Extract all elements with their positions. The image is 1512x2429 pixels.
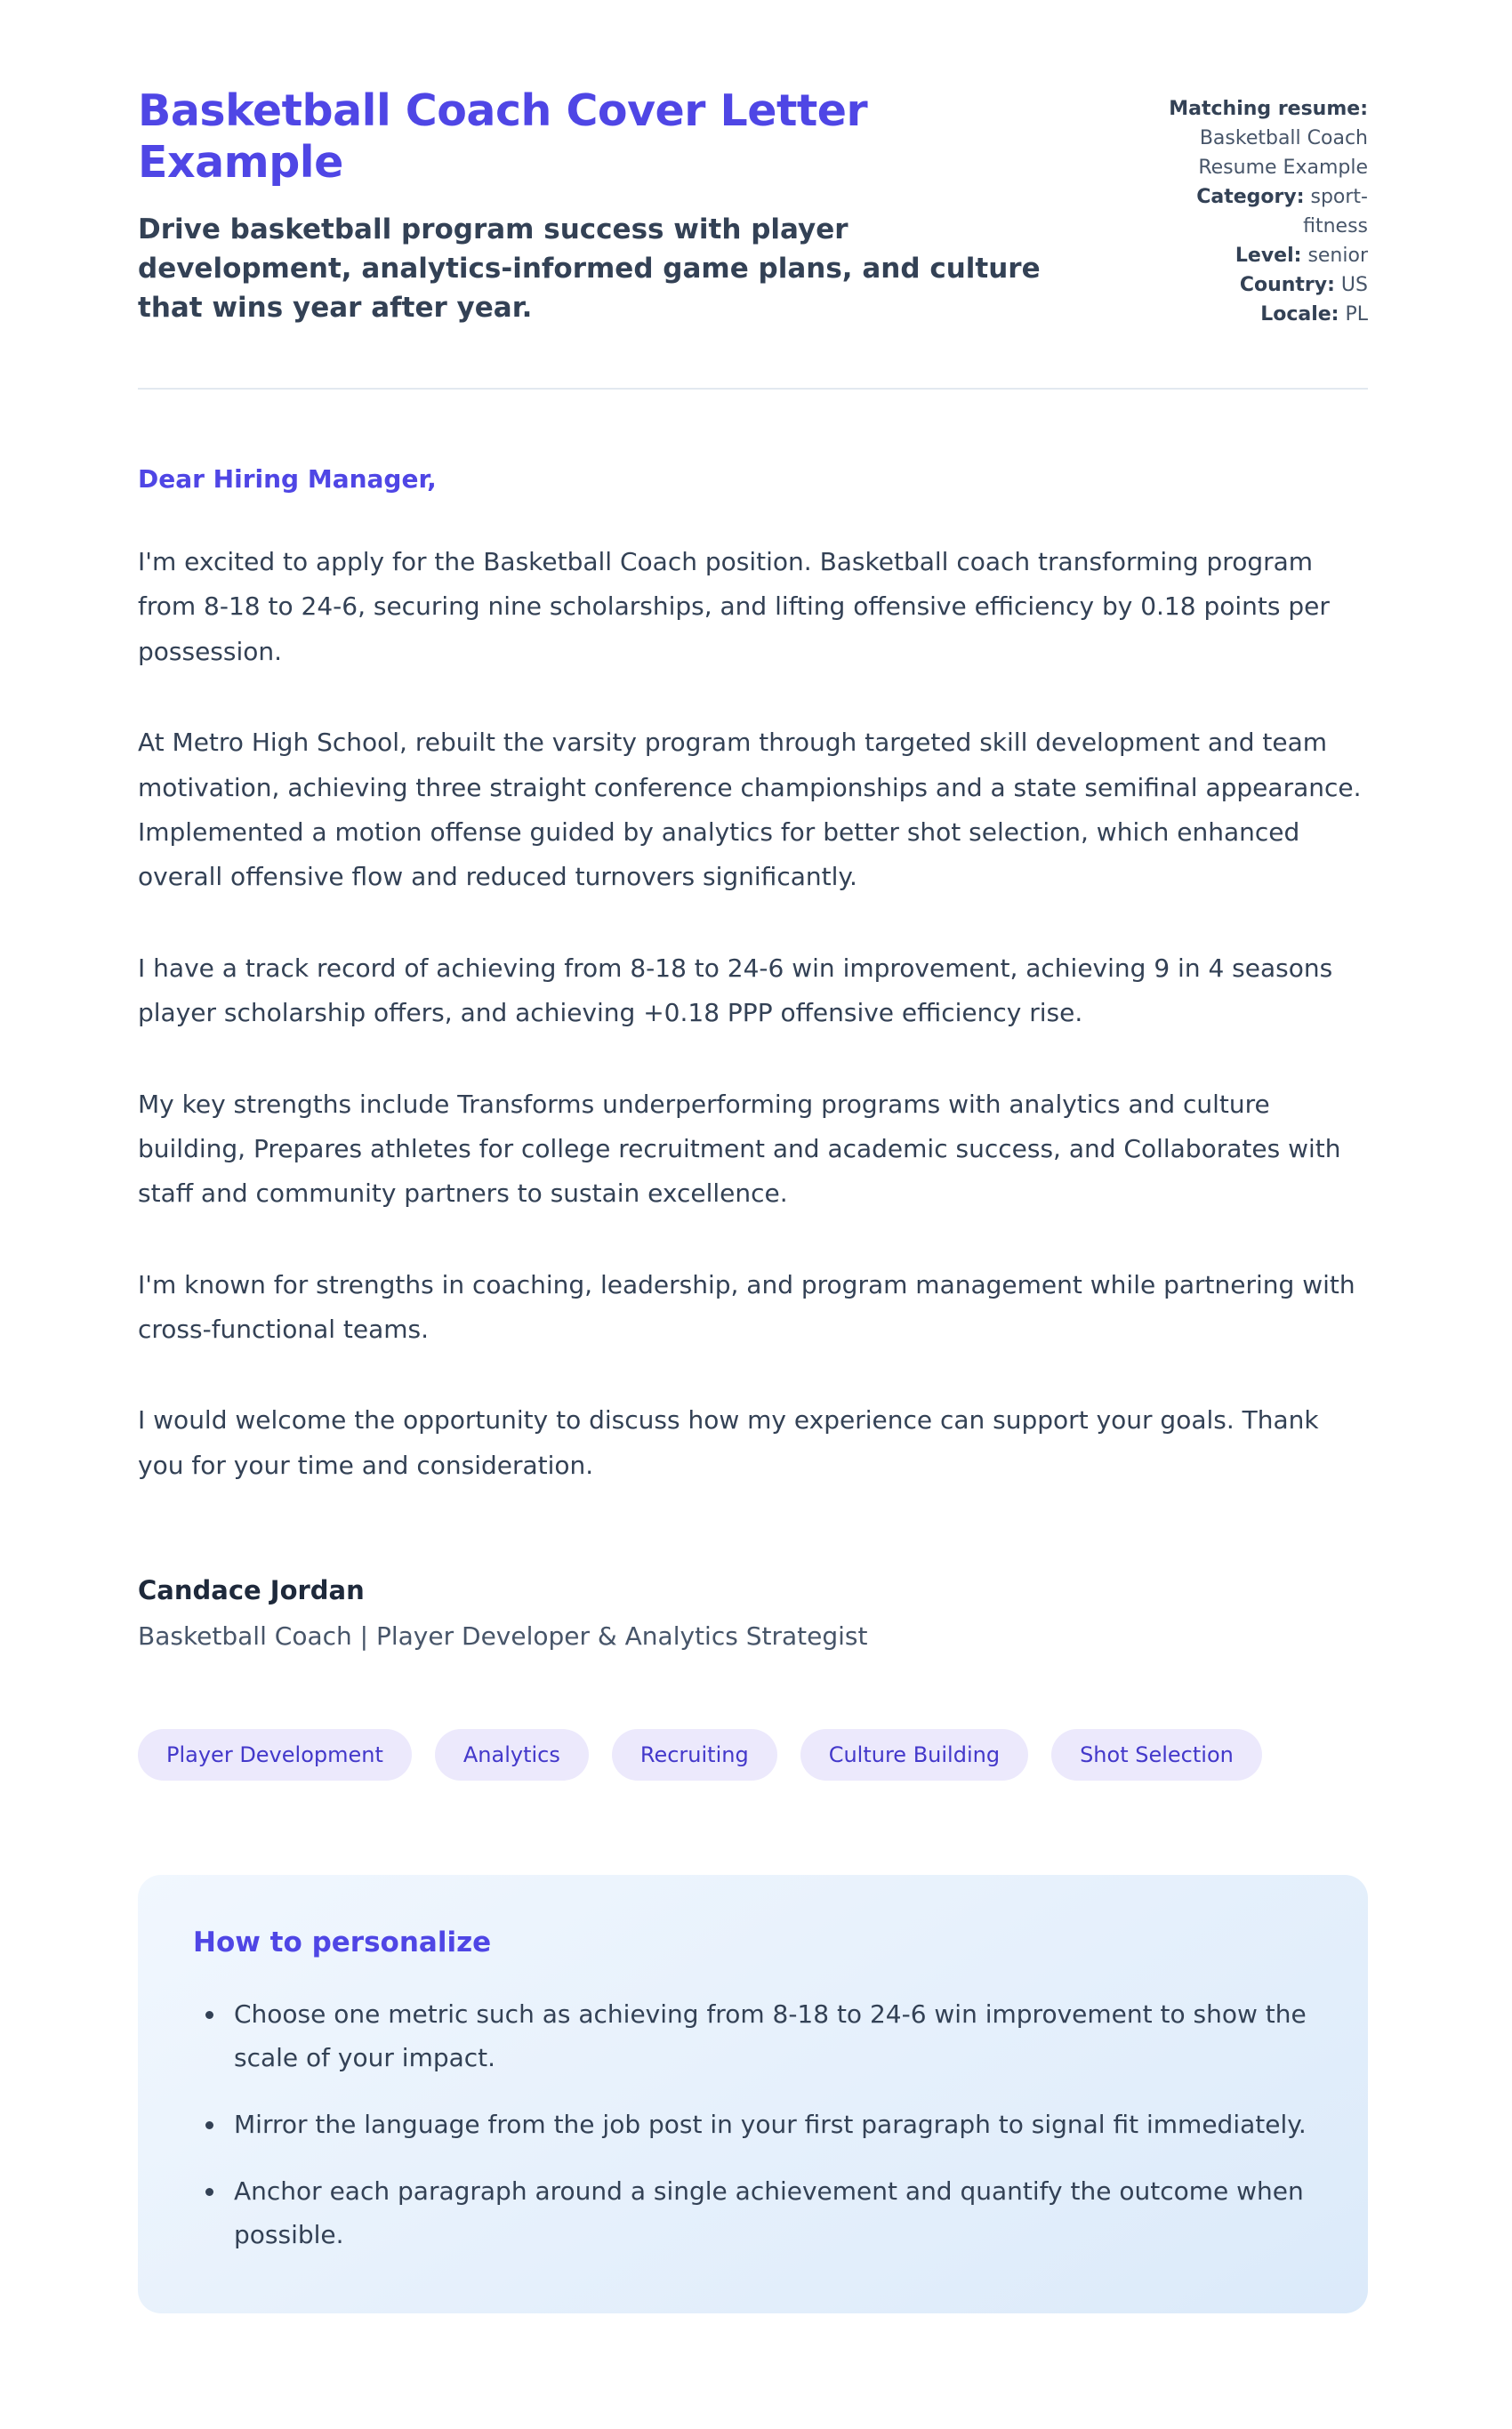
meta-row-category [1138, 182, 1368, 241]
personalize-box [138, 1875, 1368, 2313]
meta-panel [1138, 85, 1368, 329]
tag-analytics[interactable]: Analytics [435, 1729, 589, 1781]
tag-player-development[interactable]: Player Development [138, 1729, 412, 1781]
letter-paragraph: I'm known for strengths in coaching, leadership, and program management while partnering with cross-functional teams. [138, 1269, 1355, 1345]
letter-paragraph: I have a track record of achieving from 8-18 to 24-6 win improvement, achieving 9 in 4 seasons player scholarship offers, and achieving +0.18 PPP offensive efficiency rise. [138, 953, 1333, 1028]
personalize-tip: • Choose one metric such as achieving from 8-18 to 24-6 win improvement to show the scale of your impact. [227, 1992, 1313, 2079]
tag-recruiting[interactable]: Recruiting [612, 1729, 777, 1781]
meta-label: Country: [1239, 274, 1335, 296]
signature-name: Candace Jordan [138, 1575, 365, 1606]
divider [138, 388, 1368, 390]
meta-label: Matching resume: [1169, 98, 1368, 120]
meta-row-level [1138, 241, 1368, 270]
personalize-tip-list [177, 1992, 1313, 2256]
salutation: Dear Hiring Manager, [138, 464, 437, 494]
personalize-title: How to personalize [193, 1926, 492, 1959]
meta-value: US [1340, 274, 1368, 296]
tag-culture-building[interactable]: Culture Building [800, 1729, 1028, 1781]
page-subtitle: Drive basketball program success with player development, analytics-informed game plans, and culture that wins year after year. [138, 213, 1041, 324]
letter-paragraph: I would welcome the opportunity to discuss how my experience can support your goals. Thank you for your time and consideration. [138, 1405, 1319, 1480]
meta-row-locale [1138, 300, 1368, 329]
page-title: Basketball Coach Cover Letter Example [138, 85, 868, 188]
header-title-block [138, 85, 1045, 327]
meta-value: PL [1345, 303, 1368, 326]
personalize-tip: • Anchor each paragraph around a single achievement and quantify the outcome when possible. [227, 2169, 1313, 2256]
tag-shot-selection[interactable]: Shot Selection [1051, 1729, 1262, 1781]
meta-value: senior [1307, 245, 1368, 267]
letter-paragraph: At Metro High School, rebuilt the varsity program through targeted skill development and team motivation, achieving three straight conference championships and a state semifinal appearance. Implemented a motion offense guided by analytics for better shot selection, which enhanced overall offensive flow and reduced turnovers significantly. [138, 728, 1362, 892]
meta-row-country [1138, 270, 1368, 300]
letter-body [138, 464, 1368, 1651]
personalize-tip: • Mirror the language from the job post in your first paragraph to signal fit immediately. [227, 2103, 1313, 2146]
meta-value: sport-fitness [1303, 186, 1368, 237]
meta-row-matching-resume [1138, 94, 1368, 182]
signature-role: Basketball Coach | Player Developer & Analytics Strategist [138, 1621, 868, 1652]
header [138, 85, 1368, 329]
meta-label: Level: [1235, 245, 1302, 267]
signature [138, 1575, 1368, 1651]
letter-paragraph: I'm excited to apply for the Basketball Coach position. Basketball coach transforming program from 8-18 to 24-6, securing nine scholarships, and lifting offensive efficiency by 0.18 points per possession. [138, 547, 1330, 666]
letter-paragraph: My key strengths include Transforms underperforming programs with analytics and culture building, Prepares athletes for college recruitment and academic success, and Collaborates with staff and community partners to sustain excellence. [138, 1089, 1341, 1209]
meta-label: Locale: [1260, 303, 1339, 326]
meta-value: Basketball Coach Resume Example [1198, 127, 1368, 179]
tag-list [138, 1729, 1368, 1781]
meta-label: Category: [1196, 186, 1305, 208]
